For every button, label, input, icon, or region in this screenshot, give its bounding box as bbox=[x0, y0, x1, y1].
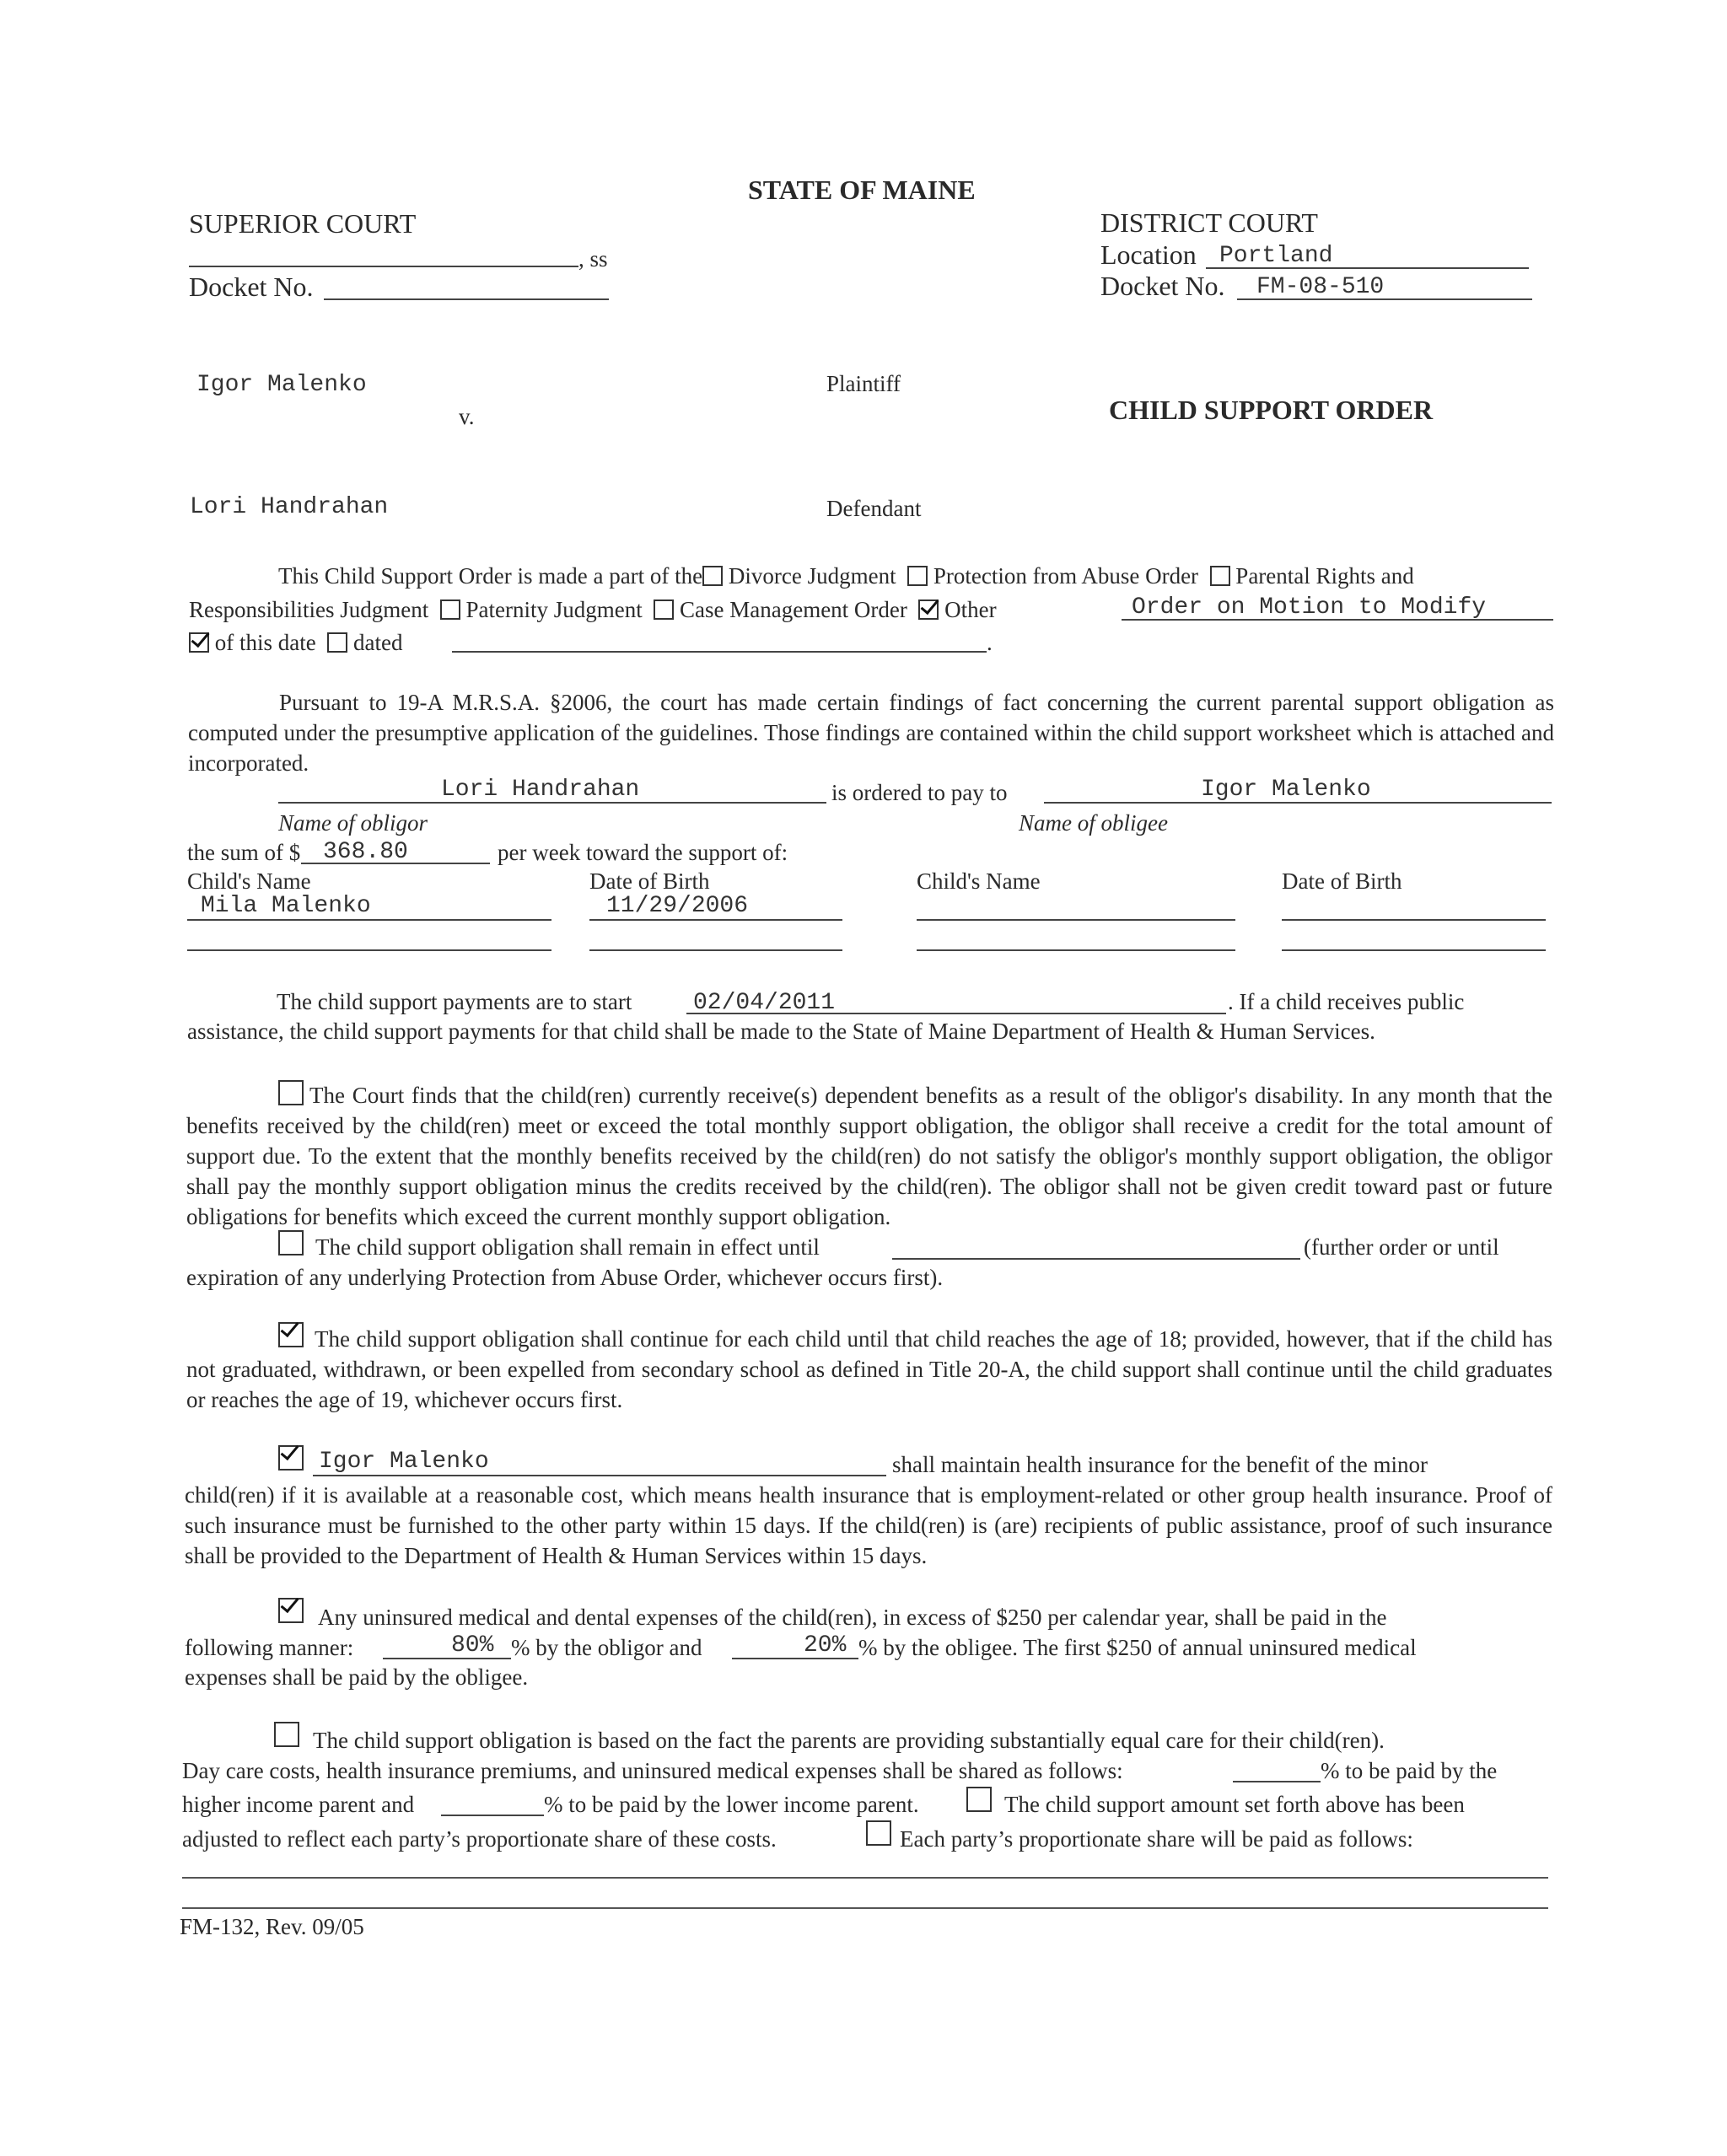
equal-higher-pct-field[interactable] bbox=[1233, 1781, 1321, 1782]
order-basis-line-2 bbox=[189, 595, 997, 624]
superior-court-heading: SUPERIOR COURT bbox=[189, 208, 417, 239]
child1-name: Mila Malenko bbox=[201, 893, 371, 919]
divorce-label: Divorce Judgment bbox=[728, 563, 896, 589]
prr-label-2: Responsibilities Judgment bbox=[189, 597, 429, 622]
insurance-checkbox[interactable] bbox=[278, 1445, 304, 1470]
paternity-label: Paternity Judgment bbox=[465, 597, 643, 622]
child1-name-field[interactable] bbox=[187, 919, 551, 921]
prr-label-1: Parental Rights and bbox=[1235, 563, 1414, 589]
remain-text-b: (further order or until bbox=[1304, 1234, 1499, 1260]
state-title: STATE OF MAINE bbox=[748, 175, 976, 205]
child4-dob-field[interactable] bbox=[1282, 949, 1546, 951]
other-value: Order on Motion to Modify bbox=[1132, 594, 1487, 621]
other-label: Other bbox=[944, 597, 997, 622]
child4-name-field[interactable] bbox=[917, 949, 1235, 951]
county-field[interactable] bbox=[189, 266, 578, 267]
other-checkbox[interactable] bbox=[918, 599, 939, 620]
obligor-value: Lori Handrahan bbox=[441, 777, 640, 803]
ss-label: , ss bbox=[578, 246, 608, 272]
prr-checkbox[interactable] bbox=[1210, 566, 1230, 586]
equal-text-c2: % to be paid by the lower income parent. bbox=[544, 1792, 919, 1817]
adjusted-text-a: The child support amount set forth above has been bbox=[1004, 1792, 1465, 1817]
this-date-checkbox[interactable] bbox=[189, 632, 209, 653]
uninsured-text-b2: % by the obligor and bbox=[511, 1635, 702, 1660]
plaintiff-name: Igor Malenko bbox=[196, 372, 367, 398]
docket-label-right: Docket No. bbox=[1100, 271, 1225, 301]
payment-line-1[interactable] bbox=[182, 1877, 1548, 1879]
pfa-checkbox[interactable] bbox=[907, 566, 928, 586]
uninsured-obligee-pct: 20% bbox=[804, 1632, 847, 1659]
remain-text-a: The child support obligation shall remain in effect until bbox=[315, 1234, 820, 1260]
location-value: Portland bbox=[1219, 243, 1333, 269]
uninsured-checkbox[interactable] bbox=[278, 1598, 304, 1623]
uninsured-text-a: Any uninsured medical and dental expenses of the child(ren), in excess of $250 per calendar year, shall be paid in the bbox=[318, 1605, 1387, 1630]
sum-label: the sum of $ bbox=[187, 840, 301, 865]
pfa-label: Protection from Abuse Order bbox=[933, 563, 1199, 589]
plaintiff-label: Plaintiff bbox=[826, 371, 901, 396]
start-value: 02/04/2011 bbox=[693, 990, 836, 1016]
case-mgmt-label: Case Management Order bbox=[680, 597, 907, 622]
form-number: FM-132, Rev. 09/05 bbox=[180, 1914, 364, 1939]
insurance-party-value: Igor Malenko bbox=[319, 1449, 489, 1475]
order-basis-line-3 bbox=[189, 628, 402, 657]
adjusted-text-b: adjusted to reflect each party’s proportionate share of these costs. bbox=[182, 1826, 777, 1852]
child-name-header-2: Child's Name bbox=[917, 868, 1041, 894]
paternity-checkbox[interactable] bbox=[440, 599, 460, 620]
order-basis-intro: This Child Support Order is made a part of the bbox=[278, 563, 703, 589]
obligee-value: Igor Malenko bbox=[1201, 777, 1371, 803]
child1-dob: 11/29/2006 bbox=[606, 893, 749, 919]
obligee-caption: Name of obligee bbox=[1019, 810, 1168, 836]
public-assistance-text-a: . If a child receives public bbox=[1228, 989, 1465, 1014]
divorce-checkbox[interactable] bbox=[702, 566, 723, 586]
insurance-text-a: shall maintain health insurance for the benefit of the minor bbox=[892, 1452, 1428, 1477]
child3-dob-field[interactable] bbox=[589, 949, 842, 951]
child2-name-field[interactable] bbox=[917, 919, 1235, 921]
defendant-name: Lori Handrahan bbox=[190, 494, 389, 520]
obligor-caption: Name of obligor bbox=[278, 810, 428, 836]
child-name-header-1: Child's Name bbox=[187, 868, 311, 894]
each-party-checkbox[interactable] bbox=[866, 1820, 891, 1846]
disability-paragraph: The Court finds that the child(ren) currently receive(s) dependent benefits as a result of the obligor's disability. In any month that the benefits received by the child(ren) meet or exceed the total monthly support obligation, the obligor shall receive a credit for the total amount of support due. To the extent that the monthly benefits received by the child(ren) do not satisfy the obligor's monthly support obligation, the obligor shall pay the monthly support obligation minus the credits received by the child(ren). The obligor shall not be given credit toward past or future obligations for benefits which exceed the current monthly support obligation. bbox=[186, 1083, 1552, 1229]
versus-label: v. bbox=[459, 404, 475, 429]
adjusted-checkbox[interactable] bbox=[966, 1787, 992, 1812]
pursuant-paragraph: Pursuant to 19-A M.R.S.A. §2006, the court has made certain findings of fact concerning the current parental support obligation as computed under the presumptive application of the guidelines. Those findings are contained within the child support worksheet which is attached and incorporated. bbox=[188, 690, 1554, 776]
uninsured-text-c: expenses shall be paid by the obligee. bbox=[185, 1664, 529, 1690]
insurance-paragraph: child(ren) if it is available at a reasonable cost, which means health insurance that is employment-related or other group health insurance. Proof of such insurance must be furnished to the other party within 15 days. If the child(ren) is (are) recipients of public assistance, proof of such insurance shall be provided to the Department of Health & Human Services within 15 days. bbox=[185, 1482, 1552, 1568]
district-court-heading: DISTRICT COURT bbox=[1100, 207, 1318, 238]
uninsured-obligor-pct: 80% bbox=[451, 1632, 494, 1659]
each-party-text: Each party’s proportionate share will be paid as follows: bbox=[900, 1826, 1413, 1852]
dob-header-2: Date of Birth bbox=[1282, 868, 1402, 894]
dated-field[interactable] bbox=[452, 651, 987, 653]
uninsured-text-b1: following manner: bbox=[185, 1635, 354, 1660]
child1-dob-field[interactable] bbox=[589, 919, 842, 921]
remain-field[interactable] bbox=[892, 1258, 1300, 1260]
equal-lower-pct-field[interactable] bbox=[441, 1815, 544, 1816]
age-paragraph: The child support obligation shall continue for each child until that child reaches the age of 18; provided, however, that if the child has not graduated, withdrawn, or been expelled from secondary school as defined in Title 20-A, the child support shall continue until the child graduates or reaches the age of 19, whichever occurs first. bbox=[186, 1326, 1552, 1412]
dated-period: . bbox=[987, 630, 993, 655]
public-assistance-text-b: assistance, the child support payments for that child shall be made to the State of Maine Department of Health & Human Services. bbox=[187, 1019, 1375, 1044]
uninsured-text-b3: % by the obligee. The first $250 of annual uninsured medical bbox=[858, 1635, 1417, 1660]
dated-checkbox[interactable] bbox=[327, 632, 347, 653]
start-label: The child support payments are to start bbox=[277, 989, 632, 1014]
dated-label: dated bbox=[352, 630, 403, 655]
equal-care-checkbox[interactable] bbox=[274, 1722, 299, 1747]
remain-checkbox[interactable] bbox=[278, 1230, 304, 1255]
docket-label-left: Docket No. bbox=[189, 272, 314, 302]
equal-text-b1: Day care costs, health insurance premiums, and uninsured medical expenses shall be shared as follows: bbox=[182, 1758, 1123, 1783]
case-mgmt-checkbox[interactable] bbox=[654, 599, 674, 620]
child3-name-field[interactable] bbox=[187, 949, 551, 951]
dob-header-1: Date of Birth bbox=[589, 868, 710, 894]
ordered-to-pay-text: is ordered to pay to bbox=[831, 780, 1008, 805]
child2-dob-field[interactable] bbox=[1282, 919, 1546, 921]
per-week-text: per week toward the support of: bbox=[498, 840, 788, 865]
docket-field-left[interactable] bbox=[324, 298, 609, 300]
payment-line-2[interactable] bbox=[182, 1907, 1548, 1909]
sum-value: 368.80 bbox=[323, 839, 408, 865]
equal-text-a: The child support obligation is based on the fact the parents are providing substantially equal care for their child(ren). bbox=[313, 1728, 1385, 1753]
defendant-label: Defendant bbox=[826, 496, 922, 521]
order-basis-line-1 bbox=[278, 562, 1414, 590]
order-title: CHILD SUPPORT ORDER bbox=[1109, 395, 1434, 425]
equal-text-b2: % to be paid by the bbox=[1321, 1758, 1498, 1783]
docket-value: FM-08-510 bbox=[1256, 274, 1385, 300]
equal-text-c1: higher income parent and bbox=[182, 1792, 415, 1817]
location-label: Location bbox=[1100, 239, 1197, 270]
this-date-label: of this date bbox=[214, 630, 316, 655]
remain-text-c: expiration of any underlying Protection from Abuse Order, whichever occurs first). bbox=[186, 1265, 944, 1290]
